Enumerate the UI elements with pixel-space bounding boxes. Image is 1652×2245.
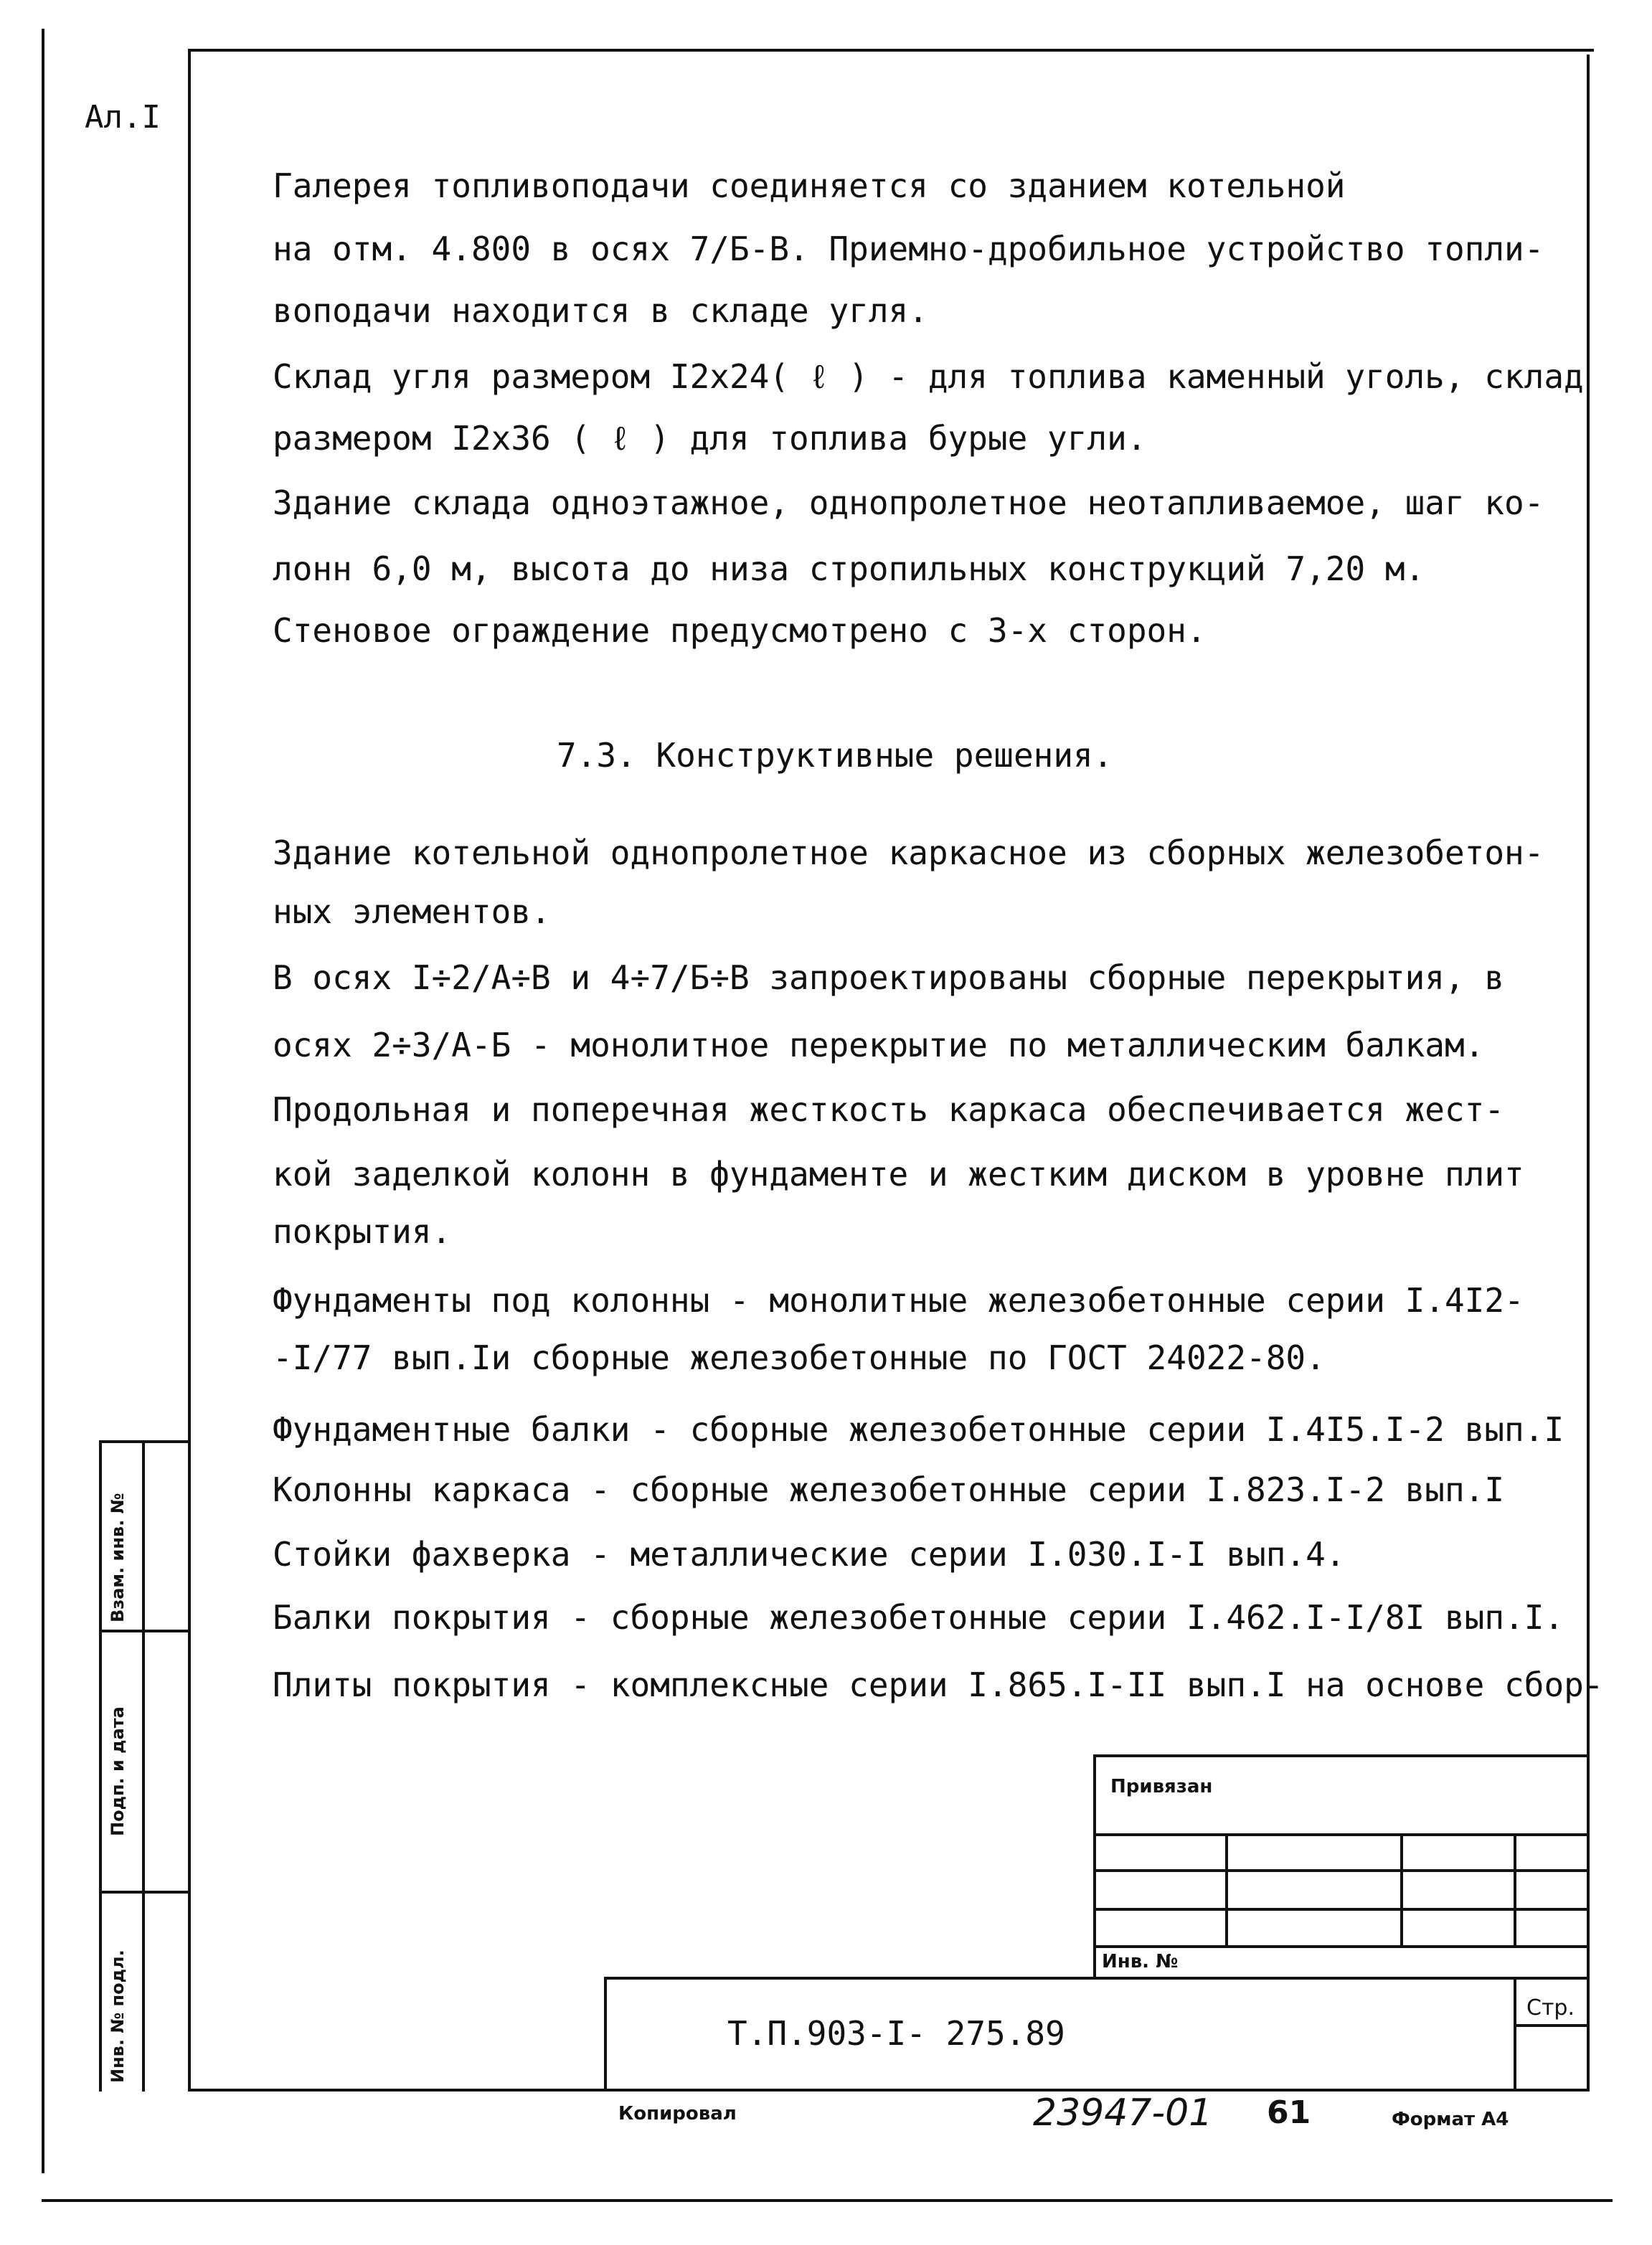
page-bottom-edge	[42, 2199, 1613, 2202]
body-line: размером I2х36 ( ℓ ) для топлива бурые угли.	[273, 419, 1147, 458]
section-line: кой заделкой колонн в фундаменте и жестким диском в уровне плит	[273, 1155, 1524, 1194]
section-line: Балки покрытия - сборные железобетонные серии I.462.I-I/8I вып.I.	[273, 1598, 1564, 1637]
section-heading: 7.3. Конструктивные решения.	[557, 736, 1113, 775]
section-line: Колонны каркаса - сборные железобетонные серии I.823.I-2 вып.I	[273, 1470, 1505, 1509]
frame-right	[1587, 55, 1590, 2092]
tb-col	[1400, 1833, 1403, 1945]
page-label: Стр.	[1526, 1995, 1575, 2021]
frame-bottom	[188, 2089, 1590, 2092]
section-line: В осях I÷2/А÷В и 4÷7/Б÷В запроектированы сборные перекрытия, в	[273, 958, 1505, 997]
tb-page-row	[1514, 2024, 1590, 2027]
frame-top	[188, 49, 1594, 52]
side-stamp-divider	[142, 1442, 145, 2092]
copied-by-label: Копировал	[618, 2103, 737, 2125]
section-line: ных элементов.	[273, 892, 551, 931]
tb-row	[1093, 1945, 1590, 1948]
side-label-podp: Подп. и дата	[108, 1706, 128, 1836]
tb-col	[1514, 1833, 1516, 1945]
privyazan-label: Привязан	[1110, 1776, 1213, 1797]
body-line: Здание склада одноэтажное, однопролетное неотапливаемое, шаг ко-	[273, 483, 1544, 522]
side-stamp-outer	[99, 1442, 102, 2092]
section-line: покрытия.	[273, 1212, 452, 1251]
section-line: Плиты покрытия - комплексные серии I.865.I-II вып.I на основе сбор-	[273, 1665, 1604, 1704]
inv-no-label: Инв. №	[1102, 1951, 1179, 1972]
section-line: -I/77 вып.Iи сборные железобетонные по ГОСТ 24022-80.	[273, 1338, 1326, 1377]
side-stamp-top	[99, 1440, 189, 1443]
body-line: воподачи находится в складе угля.	[273, 291, 928, 330]
body-line: на отм. 4.800 в осях 7/Б-В. Приемно-дробильное устройство топли-	[273, 230, 1544, 268]
section-line: Стойки фахверка - металлические серии I.030.I-I вып.4.	[273, 1535, 1346, 1574]
section-line: Здание котельной однопролетное каркасное из сборных железобетон-	[273, 833, 1544, 872]
tb-code-left	[604, 1977, 607, 2092]
tb-left	[1093, 1754, 1096, 1977]
archive-number: 23947-01	[1033, 2092, 1213, 2135]
page-left-edge	[42, 29, 44, 2173]
tb-col	[1225, 1833, 1228, 1945]
body-line: Галерея топливоподачи соединяется со зданием котельной	[273, 166, 1346, 205]
side-stamp-row	[99, 1891, 189, 1894]
tb-code-top	[604, 1977, 1590, 1980]
frame-left	[188, 49, 191, 2092]
sheet-number: 61	[1267, 2094, 1311, 2131]
body-line: лонн 6,0 м, высота до низа стропильных конструкций 7,20 м.	[273, 549, 1425, 588]
side-label-inv-podl: Инв. № подл.	[108, 1949, 128, 2083]
section-line: Фундаменты под колонны - монолитные железобетонные серии I.4I2-	[273, 1281, 1524, 1320]
body-line: Склад угля размером I2х24( ℓ ) - для топлива каменный уголь, склад	[273, 357, 1584, 396]
section-line: Фундаментные балки - сборные железобетонные серии I.4I5.I-2 вып.I	[273, 1410, 1564, 1449]
side-label-vzam: Взам. инв. №	[108, 1493, 128, 1622]
doc-code: Т.П.903-I- 275.89	[727, 2014, 1065, 2053]
body-line: Стеновое ограждение предусмотрено с 3-х сторон.	[273, 611, 1207, 650]
section-line: Продольная и поперечная жесткость каркаса обеспечивается жест-	[273, 1090, 1505, 1129]
sheet-mark: Ал.I	[85, 99, 161, 136]
format-label: Формат А4	[1392, 2109, 1509, 2130]
tb-top	[1093, 1754, 1590, 1757]
side-stamp-row	[99, 1630, 189, 1632]
section-line: осях 2÷3/А-Б - монолитное перекрытие по металлическим балкам.	[273, 1026, 1485, 1064]
tb-page-col	[1514, 1977, 1516, 2092]
